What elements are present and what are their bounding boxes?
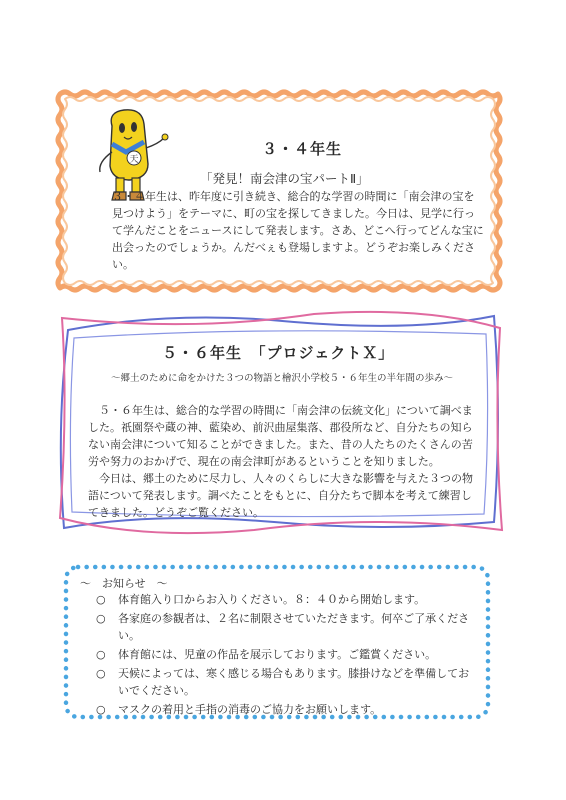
grade34-subtitle: 「発見！南会津の宝パートⅡ」 bbox=[200, 171, 369, 186]
notice-section bbox=[62, 563, 492, 721]
mascot-badge-text: 天 bbox=[129, 155, 139, 165]
grade56-paragraph-1: ５・６年生は、総合的な学習の時間に「南会津の伝統文化」について調べました。祇園祭や蔵の神、藍染め、前沢曲屋集落、郡役所など、自分たちの知らない南会津について知ることができました。また、昔の人たちのたくさんの苦労や努力のおかげで、現在の南会津町があるということを知りました。 bbox=[88, 404, 473, 468]
grade56-section bbox=[54, 308, 506, 536]
list-item bbox=[96, 646, 476, 663]
bullet-circle: ○ bbox=[96, 593, 106, 606]
list-item bbox=[96, 665, 476, 699]
grade34-body: ３・４年生は、昨年度に引き続き、総合的な学習の時間に「南会津の宝を見つけよう」をテーマに、町の宝を探してきました。今日は、見学に行って学んだことをニュースにして発表します。さあ、どこへ行ってどんな宝に出会ったのでしょうか。んだべぇも登場しますよ。どうぞお楽しみください。 bbox=[112, 190, 484, 271]
notice-text: 各家庭の参観者は、２名に制限させていただきます。何卒ご了承ください。 bbox=[118, 612, 470, 642]
bullet-circle: ○ bbox=[96, 612, 106, 625]
grade56-paragraph-2: 今日は、郷土のために尽力し、人々のくらしに大きな影響を与えた３つの物語について発表します。調べたことをもとに、自分たちで脚本を考えて練習してきました。どうぞご覧ください。 bbox=[88, 472, 473, 519]
notice-text: マスクの着用と手指の消毒のご協力をお願いします。 bbox=[118, 703, 382, 716]
grade34-section bbox=[52, 86, 506, 296]
bullet-circle: ○ bbox=[96, 648, 106, 661]
list-item bbox=[96, 701, 476, 718]
grade56-heading: ５・６年生 「プロジェクトＸ」 bbox=[162, 344, 395, 362]
list-item bbox=[96, 610, 476, 644]
bullet-circle: ○ bbox=[96, 667, 106, 680]
grade56-subtitle: ～郷土のために命をかけた３つの物語と檜沢小学校５・６年生の半年間の歩み～ bbox=[110, 373, 453, 384]
grade34-heading: ３・４年生 bbox=[262, 140, 343, 158]
notice-list bbox=[96, 591, 476, 720]
grade56-body bbox=[88, 402, 474, 521]
notice-text: 体育館には、児童の作品を展示しております。ご鑑賞ください。 bbox=[118, 648, 437, 661]
bullet-circle: ○ bbox=[96, 703, 106, 716]
notice-heading: ～ お知らせ ～ bbox=[80, 577, 168, 590]
notice-text: 天候によっては、寒く感じる場合もあります。膝掛けなどを準備しておいでください。 bbox=[118, 667, 470, 697]
notice-text: 体育館入り口からお入りください。８：４０から開始します。 bbox=[118, 593, 426, 606]
list-item bbox=[96, 591, 476, 608]
